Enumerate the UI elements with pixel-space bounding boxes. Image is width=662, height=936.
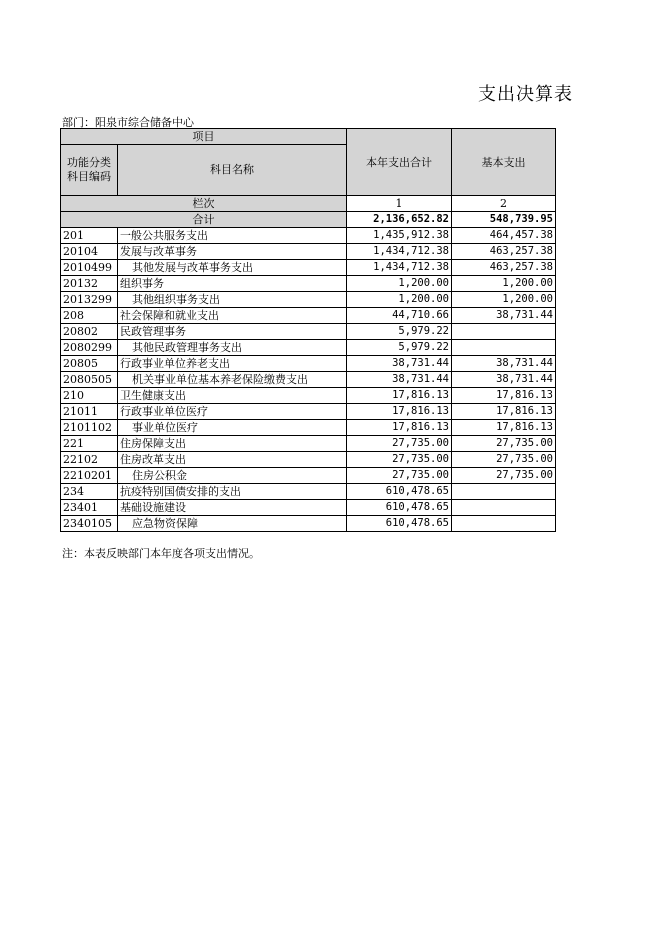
row-total: 27,735.00 bbox=[347, 452, 452, 468]
table-row bbox=[61, 436, 556, 452]
row-code: 2210201 bbox=[61, 468, 118, 484]
row-total: 1,434,712.38 bbox=[347, 260, 452, 276]
row-code: 234 bbox=[61, 484, 118, 500]
project-header: 项目 bbox=[61, 129, 347, 145]
row-total: 1,434,712.38 bbox=[347, 244, 452, 260]
row-basic: 38,731.44 bbox=[452, 372, 556, 388]
row-name: 一般公共服务支出 bbox=[118, 228, 347, 244]
row-code: 201 bbox=[61, 228, 118, 244]
row-name: 行政事业单位养老支出 bbox=[118, 356, 347, 372]
row-basic bbox=[452, 340, 556, 356]
row-name: 行政事业单位医疗 bbox=[118, 404, 347, 420]
row-code: 20802 bbox=[61, 324, 118, 340]
row-code: 210 bbox=[61, 388, 118, 404]
row-code: 2101102 bbox=[61, 420, 118, 436]
table-row bbox=[61, 500, 556, 516]
table-row bbox=[61, 404, 556, 420]
row-basic: 27,735.00 bbox=[452, 452, 556, 468]
row-name: 组织事务 bbox=[118, 276, 347, 292]
row-name: 其他民政管理事务支出 bbox=[118, 340, 347, 356]
row-code: 2080299 bbox=[61, 340, 118, 356]
row-basic: 38,731.44 bbox=[452, 356, 556, 372]
row-code: 20805 bbox=[61, 356, 118, 372]
row-total: 5,979.22 bbox=[347, 340, 452, 356]
row-total: 17,816.13 bbox=[347, 404, 452, 420]
table-row bbox=[61, 372, 556, 388]
row-basic: 17,816.13 bbox=[452, 388, 556, 404]
row-code: 21011 bbox=[61, 404, 118, 420]
row-total: 610,478.65 bbox=[347, 516, 452, 532]
page-title: 支出决算表 bbox=[478, 84, 573, 105]
table-row bbox=[61, 468, 556, 484]
row-basic: 27,735.00 bbox=[452, 436, 556, 452]
row-total: 17,816.13 bbox=[347, 420, 452, 436]
row-basic: 463,257.38 bbox=[452, 244, 556, 260]
table-row bbox=[61, 228, 556, 244]
row-name: 住房公积金 bbox=[118, 468, 347, 484]
row-code: 23401 bbox=[61, 500, 118, 516]
row-code: 2010499 bbox=[61, 260, 118, 276]
row-code: 208 bbox=[61, 308, 118, 324]
row-name: 基础设施建设 bbox=[118, 500, 347, 516]
row-code: 2013299 bbox=[61, 292, 118, 308]
row-code: 22102 bbox=[61, 452, 118, 468]
row-total: 610,478.65 bbox=[347, 484, 452, 500]
row-name: 民政管理事务 bbox=[118, 324, 347, 340]
row-code: 2080505 bbox=[61, 372, 118, 388]
table-note: 注：本表反映部门本年度各项支出情况。 bbox=[62, 547, 260, 560]
total-column-header: 本年支出合计 bbox=[347, 129, 452, 196]
table-row bbox=[61, 516, 556, 532]
row-basic: 38,731.44 bbox=[452, 308, 556, 324]
row-total: 44,710.66 bbox=[347, 308, 452, 324]
row-name: 住房改革支出 bbox=[118, 452, 347, 468]
row-basic bbox=[452, 324, 556, 340]
table-row bbox=[61, 292, 556, 308]
row-total: 27,735.00 bbox=[347, 468, 452, 484]
code-column-header bbox=[61, 145, 118, 196]
table-row bbox=[61, 244, 556, 260]
summary-total: 2,136,652.82 bbox=[347, 212, 452, 228]
table-row bbox=[61, 324, 556, 340]
department-label: 部门：阳泉市综合储备中心 bbox=[62, 116, 194, 129]
row-name: 事业单位医疗 bbox=[118, 420, 347, 436]
table-row bbox=[61, 452, 556, 468]
table-row bbox=[61, 356, 556, 372]
row-basic bbox=[452, 500, 556, 516]
name-column-header: 科目名称 bbox=[118, 145, 347, 196]
row-total: 17,816.13 bbox=[347, 388, 452, 404]
table-row bbox=[61, 420, 556, 436]
row-name: 抗疫特别国债安排的支出 bbox=[118, 484, 347, 500]
code-header-line2: 科目编码 bbox=[67, 170, 111, 183]
row-name: 应急物资保障 bbox=[118, 516, 347, 532]
basic-column-header: 基本支出 bbox=[452, 129, 556, 196]
row-total: 38,731.44 bbox=[347, 372, 452, 388]
row-code: 20104 bbox=[61, 244, 118, 260]
row-total: 1,200.00 bbox=[347, 292, 452, 308]
column-index-1: 1 bbox=[347, 196, 452, 212]
row-basic: 464,457.38 bbox=[452, 228, 556, 244]
table-row bbox=[61, 484, 556, 500]
column-index-2: 2 bbox=[452, 196, 556, 212]
summary-basic: 548,739.95 bbox=[452, 212, 556, 228]
row-name: 卫生健康支出 bbox=[118, 388, 347, 404]
row-code: 20132 bbox=[61, 276, 118, 292]
table-row bbox=[61, 276, 556, 292]
expenditure-table bbox=[60, 128, 556, 532]
column-index-label: 栏次 bbox=[61, 196, 347, 212]
row-name: 其他组织事务支出 bbox=[118, 292, 347, 308]
row-name: 住房保障支出 bbox=[118, 436, 347, 452]
row-name: 其他发展与改革事务支出 bbox=[118, 260, 347, 276]
table-row bbox=[61, 260, 556, 276]
row-total: 1,435,912.38 bbox=[347, 228, 452, 244]
row-total: 27,735.00 bbox=[347, 436, 452, 452]
code-header-line1: 功能分类 bbox=[67, 156, 111, 169]
row-code: 221 bbox=[61, 436, 118, 452]
row-total: 38,731.44 bbox=[347, 356, 452, 372]
row-basic: 463,257.38 bbox=[452, 260, 556, 276]
row-name: 社会保障和就业支出 bbox=[118, 308, 347, 324]
row-basic bbox=[452, 484, 556, 500]
row-basic: 17,816.13 bbox=[452, 420, 556, 436]
row-total: 5,979.22 bbox=[347, 324, 452, 340]
row-name: 发展与改革事务 bbox=[118, 244, 347, 260]
row-basic: 1,200.00 bbox=[452, 292, 556, 308]
row-name: 机关事业单位基本养老保险缴费支出 bbox=[118, 372, 347, 388]
row-total: 610,478.65 bbox=[347, 500, 452, 516]
summary-label: 合计 bbox=[61, 212, 347, 228]
row-total: 1,200.00 bbox=[347, 276, 452, 292]
table-row bbox=[61, 388, 556, 404]
table-row bbox=[61, 308, 556, 324]
row-code: 2340105 bbox=[61, 516, 118, 532]
row-basic bbox=[452, 516, 556, 532]
table-row bbox=[61, 340, 556, 356]
row-basic: 17,816.13 bbox=[452, 404, 556, 420]
row-basic: 1,200.00 bbox=[452, 276, 556, 292]
row-basic: 27,735.00 bbox=[452, 468, 556, 484]
